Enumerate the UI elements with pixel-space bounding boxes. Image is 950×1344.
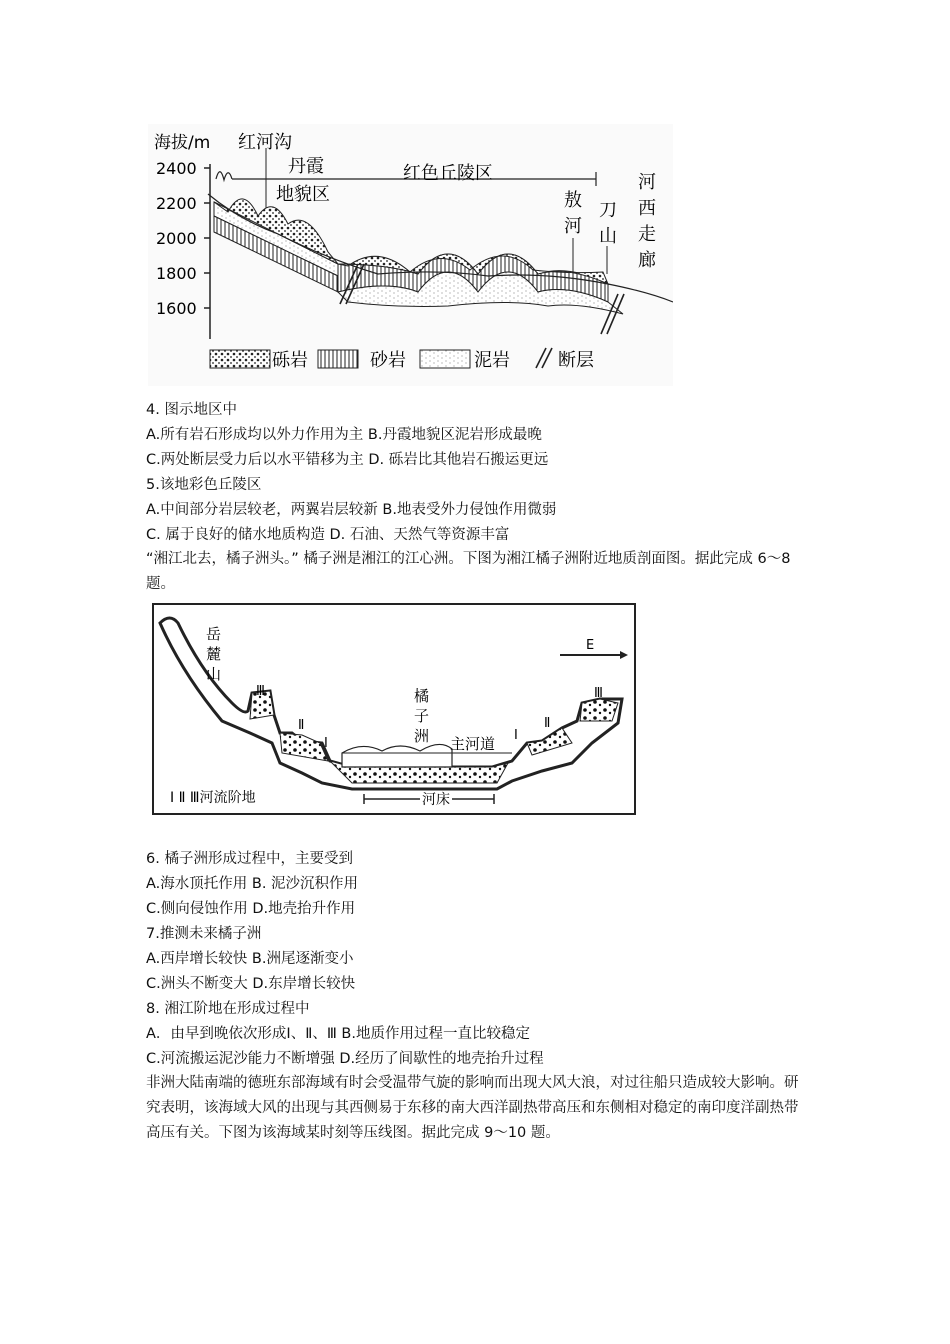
legend-swatch-sandstone xyxy=(318,350,358,368)
label-yuelushan: 山 xyxy=(206,665,222,683)
y-tick-label: 1600 xyxy=(156,299,197,318)
question-4-options: C.两处断层受力后以水平错移为主 D. 砾岩比其他岩石搬运更远 xyxy=(146,452,549,468)
y-axis-title: 海拔/m xyxy=(154,133,211,153)
direction-label: E xyxy=(586,638,595,653)
legend-label: 断层 xyxy=(558,350,594,371)
label-yuelushan: 麓 xyxy=(206,645,222,663)
label-hexi: 河 xyxy=(638,172,656,193)
question-5-options: A.中间部分岩层较老，两翼岩层较新 B.地表受外力侵蚀作用微弱 xyxy=(146,502,557,518)
question-7-options: C.洲头不断变大 D.东岸增长较快 xyxy=(146,976,356,992)
question-4-stem: 4. 图示地区中 xyxy=(146,402,237,418)
label-danxia: 地貌区 xyxy=(276,184,330,205)
terrace-label: Ⅱ xyxy=(298,718,305,733)
label-danxia: 丹霞 xyxy=(288,156,324,177)
question-5-options: C. 属于良好的储水地质构造 D. 石油、天然气等资源丰富 xyxy=(146,527,510,543)
y-tick-label: 2400 xyxy=(156,159,197,178)
legend-label: Ⅰ Ⅱ Ⅲ河流阶地 xyxy=(170,790,256,806)
legend-label: 泥岩 xyxy=(474,350,510,371)
label-hexi: 廊 xyxy=(638,250,656,271)
question-6-stem: 6. 橘子洲形成过程中，主要受到 xyxy=(146,851,353,867)
question-8-stem: 8. 湘江阶地在形成过程中 xyxy=(146,1001,310,1017)
question-6-options: C.侧向侵蚀作用 D.地壳抬升作用 xyxy=(146,901,356,917)
label-juzizhou: 橘 xyxy=(414,687,430,705)
question-6-options: A.海水顶托作用 B. 泥沙沉积作用 xyxy=(146,876,359,892)
geologic-section-figure xyxy=(148,124,673,386)
terrace-label: Ⅱ xyxy=(544,716,551,731)
question-8-options: A．由早到晚依次形成Ⅰ、Ⅱ、Ⅲ B.地质作用过程一直比较稳定 xyxy=(146,1026,530,1042)
terrace-label: Ⅲ xyxy=(256,684,265,699)
label-juzizhou: 子 xyxy=(414,707,430,725)
y-tick-label: 2200 xyxy=(156,194,197,213)
question-7-options: A.西岸增长较快 B.洲尾逐渐变小 xyxy=(146,951,354,967)
intro-paragraph-6-8: “湘江北去，橘子洲头。” 橘子洲是湘江的江心洲。下图为湘江橘子洲附近地质剖面图。据此完成 6～8 题。 xyxy=(146,551,791,592)
y-tick-label: 1800 xyxy=(156,264,197,283)
legend-swatch-conglomerate xyxy=(210,350,270,368)
label-aohe: 河 xyxy=(564,216,582,237)
y-tick-label: 2000 xyxy=(156,229,197,248)
label-aohe: 敖 xyxy=(564,190,582,211)
legend-label: 砾岩 xyxy=(272,350,308,371)
intro-paragraph-9-10: 非洲大陆南端的德班东部海域有时会受温带气旋的影响而出现大风大浪，对过往船只造成较大影响。研究表明，该海域大风的出现与其西侧易于东移的南大西洋副热带高压和东侧相对稳定的南印度洋副热带高压有关。下图为该海域某时刻等压线图。据此完成 9～10 题。 xyxy=(146,1075,799,1141)
label-daoshan: 山 xyxy=(599,226,617,247)
label-red-hills: 红色丘陵区 xyxy=(403,163,493,184)
label-juzizhou: 洲 xyxy=(414,727,430,745)
label-riverbed: 河床 xyxy=(422,792,450,808)
legend-label: 砂岩 xyxy=(370,350,406,371)
question-8-options: C.河流搬运泥沙能力不断增强 D.经历了间歇性的地壳抬升过程 xyxy=(146,1051,544,1067)
question-7-stem: 7.推测未来橘子洲 xyxy=(146,926,262,942)
label-hexi: 西 xyxy=(638,198,656,219)
terrace-label: Ⅲ xyxy=(594,686,603,701)
legend-swatch-mudstone xyxy=(420,350,470,368)
label-yuelushan: 岳 xyxy=(206,625,222,643)
label-daoshan: 刀 xyxy=(599,200,617,221)
label-hexi: 走 xyxy=(638,224,656,245)
question-4-options: A.所有岩石形成均以外力作用为主 B.丹霞地貌区泥岩形成最晚 xyxy=(146,427,542,443)
river-section-figure xyxy=(152,603,636,815)
label-honghegou: 红河沟 xyxy=(238,132,292,153)
terrace-label: Ⅰ xyxy=(514,728,518,743)
label-main-channel: 主河道 xyxy=(450,735,496,753)
terrace-label: Ⅰ xyxy=(324,736,328,751)
question-5-stem: 5.该地彩色丘陵区 xyxy=(146,477,262,493)
